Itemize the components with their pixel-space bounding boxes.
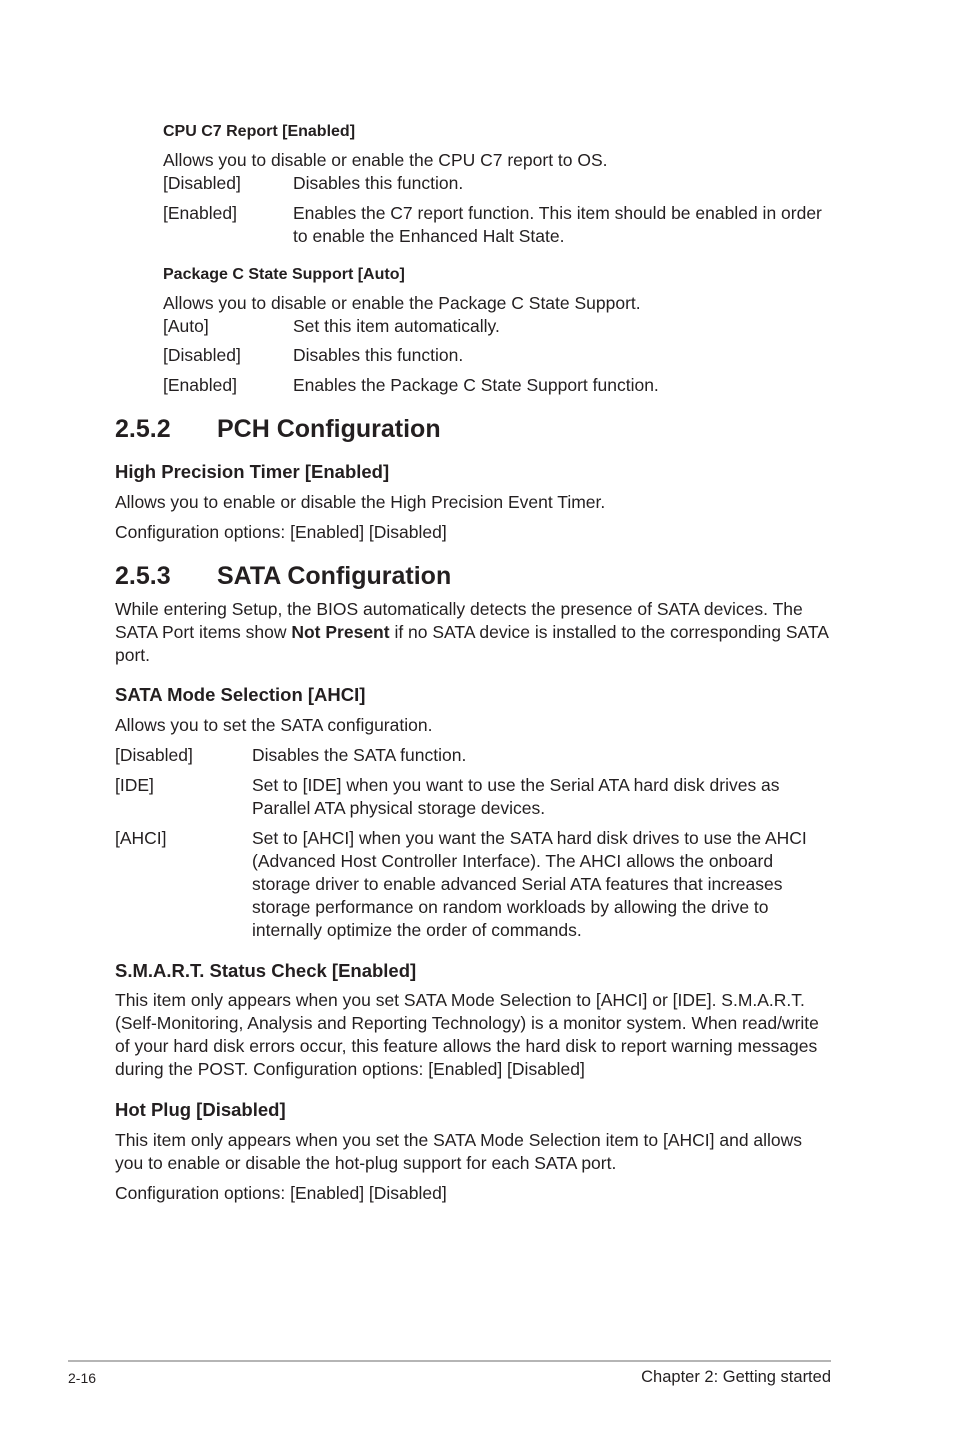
sata-mode-description: Allows you to set the SATA configuration. bbox=[115, 715, 433, 735]
sata-section-title bbox=[115, 561, 451, 591]
section-title-text: SATA Configuration bbox=[217, 562, 452, 590]
option-description: Set this item automatically. bbox=[293, 316, 500, 336]
chapter-label: Chapter 2: Getting started bbox=[641, 1368, 831, 1386]
option-key: [Enabled] bbox=[163, 203, 237, 223]
option-key: [Disabled] bbox=[163, 345, 241, 365]
option-key: [AHCI] bbox=[115, 828, 167, 848]
option-key: [Disabled] bbox=[115, 745, 193, 765]
section-number: 2.5.2 bbox=[115, 415, 171, 443]
hotplug-config-options: Configuration options: [Enabled] [Disabled] bbox=[115, 1183, 447, 1203]
package-c-description: Allows you to disable or enable the Package C State Support. bbox=[163, 293, 641, 313]
option-key: [Auto] bbox=[163, 316, 209, 336]
package-c-option-auto bbox=[163, 315, 833, 338]
option-key: [Disabled] bbox=[163, 173, 241, 193]
option-description: Disables this function. bbox=[293, 173, 464, 193]
sata-intro-pre: While entering Setup, the BIOS automatically detects the presence of SATA devices. The SATA Port items show bbox=[115, 599, 803, 642]
option-description: Set to [IDE] when you want to use the Serial ATA hard disk drives as Parallel ATA physical storage devices. bbox=[252, 775, 780, 818]
hpt-description: Allows you to enable or disable the High Precision Event Timer. bbox=[115, 492, 606, 512]
section-title-text: PCH Configuration bbox=[217, 415, 441, 443]
page-number: 2-16 bbox=[68, 1370, 97, 1386]
cpu-c7-option-enabled bbox=[163, 202, 833, 248]
option-description: Set to [AHCI] when you want the SATA hard disk drives to use the AHCI (Advanced Host Controller Interface). The AHCI allows the onboard storage driver to enable advanced Serial ATA features that increases storage performance on random workloads by allowing the drive to internally optimize the order of commands. bbox=[252, 828, 807, 940]
option-key: [IDE] bbox=[115, 775, 154, 795]
section-number: 2.5.3 bbox=[115, 562, 171, 590]
cpu-c7-option-disabled bbox=[163, 172, 833, 195]
package-c-option-disabled bbox=[163, 344, 833, 367]
footer-divider bbox=[68, 1360, 831, 1362]
hotplug-heading: Hot Plug [Disabled] bbox=[115, 1099, 286, 1120]
package-c-option-enabled bbox=[163, 374, 833, 397]
cpu-c7-description: Allows you to disable or enable the CPU C7 report to OS. bbox=[163, 150, 608, 170]
sata-mode-option-ahci bbox=[115, 827, 835, 942]
sata-intro bbox=[115, 598, 833, 667]
sata-mode-heading: SATA Mode Selection [AHCI] bbox=[115, 684, 366, 705]
cpu-c7-heading: CPU C7 Report [Enabled] bbox=[163, 123, 356, 140]
smart-description: This item only appears when you set SATA Mode Selection to [AHCI] or [IDE]. S.M.A.R.T. (Self-Monitoring, Analysis and Reporting Technology) is a monitor system. When read/write of your hard disk errors occur, this feature allows the hard disk to report warning messages during the POST. Configuration options: [Enabled] [Disabled] bbox=[115, 990, 819, 1079]
sata-intro-bold: Not Present bbox=[291, 622, 390, 642]
hpt-config-options: Configuration options: [Enabled] [Disabled] bbox=[115, 522, 447, 542]
option-description: Enables the C7 report function. This item should be enabled in order to enable the Enhanced Halt State. bbox=[293, 203, 822, 246]
smart-heading: S.M.A.R.T. Status Check [Enabled] bbox=[115, 960, 417, 981]
hpt-heading: High Precision Timer [Enabled] bbox=[115, 461, 390, 482]
sata-intro-post: if no SATA device is installed to the corresponding SATA port. bbox=[115, 622, 828, 665]
pch-section-title bbox=[115, 414, 441, 444]
sata-mode-option-ide bbox=[115, 774, 835, 820]
sata-mode-option-disabled bbox=[115, 744, 835, 767]
option-description: Enables the Package C State Support function. bbox=[293, 375, 659, 395]
option-description: Disables the SATA function. bbox=[252, 745, 467, 765]
hotplug-description: This item only appears when you set the SATA Mode Selection item to [AHCI] and allows you to enable or disable the hot-plug support for each SATA port. bbox=[115, 1130, 803, 1173]
package-c-heading: Package C State Support [Auto] bbox=[163, 266, 405, 283]
option-key: [Enabled] bbox=[163, 375, 237, 395]
option-description: Disables this function. bbox=[293, 345, 464, 365]
